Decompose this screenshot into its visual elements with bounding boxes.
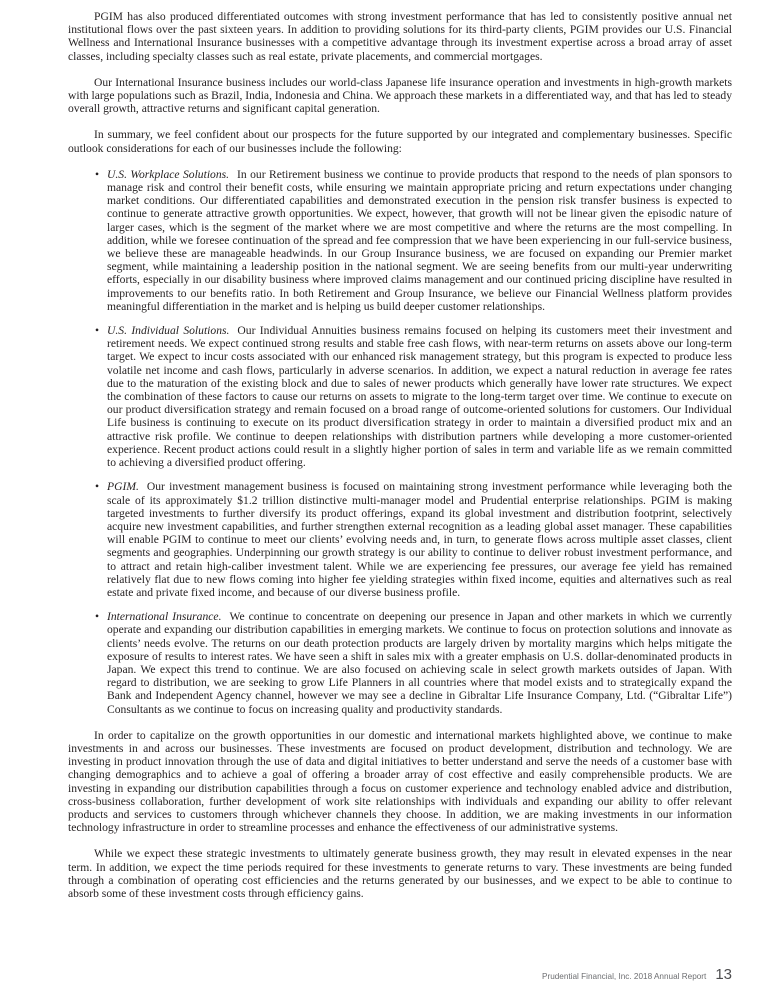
footer-report-title: Prudential Financial, Inc. 2018 Annual Report: [542, 972, 707, 981]
bullet-text: In our Retirement business we continue to provide products that respond to the needs of plan sponsors to manage risk and control their benefit costs, while ensuring we maintain appropriate pricing and return expectations under changing market conditions. Our differentiated capabilities and demonstrated execution in the pension risk transfer business is expected to continue to generate attractive growth opportunities. We expect, however, that growth will not be linear given the episodic nature of larger cases, which is the segment of the market where we are most competitive and where the returns are the most compelling. In addition, while we foresee continuation of the spread and fee compression that we have been experiencing in our full-service business, we believe these are manageable headwinds. In our Group Insurance business, we are focused on expanding our Premier market segment, while maintaining a leadership position in the national segment. We are seeing benefits from our multi-year underwriting efforts, especially in our disability business where improved claims management and our continued pricing discipline have resulted in improvements to our benefits ratio. In both Retirement and Group Insurance, we believe our Financial Wellness platform provides meaningful differentiation in the market and is helping us build deeper customer relationships.: [107, 167, 732, 313]
bullet-icon: •: [95, 324, 100, 338]
document-page: [68, 10, 732, 913]
bullet-international-insurance: [68, 610, 732, 716]
paragraph-international-insurance: Our International Insurance business includes our world-class Japanese life insurance operation and investments in high-growth markets with large populations such as Brazil, India, Indonesia and China. We approach these markets in a differentiated way, and that has led to steady overall growth, attractive returns and significant capital generation.: [68, 75, 732, 116]
paragraph-pgim-outcomes: PGIM has also produced differentiated outcomes with strong investment performance that has led to consistently positive annual net institutional flows over the past sixteen years. In addition to providing solutions for its third-party clients, PGIM provides our U.S. Financial Wellness and International Insurance businesses with a competitive advantage through its investment expertise across a broad array of asset classes, including specialty classes such as real estate, private placements, and commercial mortgages.: [68, 10, 732, 63]
bullet-heading: U.S. Workplace Solutions.: [107, 167, 230, 181]
bullet-icon: •: [95, 610, 100, 624]
bullet-text: Our Individual Annuities business remains focused on helping its customers meet their investment and retirement needs. We expect continued strong results and stable free cash flows, with near-term returns on assets above our long-term target. We expect to incur costs associated with our enhanced risk management strategy, but this program is expected to produce less volatile net income and cash flows, particularly in adverse scenarios. In addition, we expect a natural reduction in average fee rates due to the maturation of the existing block and due to sales of newer products which generally have lower rate structures. We expect the combination of these factors to cause our returns on assets to migrate to the long-term target over time. We continue to execute on our product diversification strategy and remain focused on a broad range of outcome-oriented solutions for customers. Our Individual Life business is continuing to execute on its product diversification strategy in order to maintain a diversified product mix and an attractive risk profile. We continue to deepen relationships with distribution partners while developing a more customer-oriented experience. Recent product actions could result in a slightly higher portion of sales in term and variable life as we remain committed to achieving a diversified product offering.: [107, 324, 732, 470]
outlook-bullet-list: [68, 168, 732, 716]
bullet-icon: •: [95, 480, 100, 494]
bullet-text: Our investment management business is focused on maintaining strong investment performance while leveraging both the scale of its approximately $1.2 trillion distinctive multi-manager model and Prudential enterprise relationships. PGIM is making targeted investments to further diversify its product offerings, expand its global investment and distribution footprint, selectively acquire new investment capabilities, and further strengthen external recognition as a leading global asset manager. These capabilities will enable PGIM to continue to meet our clients’ evolving needs and, in turn, to generate flows across multiple asset classes, client segments and geographies. Underpinning our growth strategy is our ability to continue to deliver robust investment performance, and to attract and retain high-caliber investment talent. While we are experiencing fee pressures, our average fee yield has remained relatively flat due to new flows coming into higher fee yielding strategies within fixed income, equities and alternatives such as real estate and private fixed income, and because of our diverse business profile.: [107, 480, 732, 599]
paragraph-summary: In summary, we feel confident about our prospects for the future supported by our integrated and complementary businesses. Specific outlook considerations for each of our businesses include the following:: [68, 128, 732, 155]
paragraph-strategic-investments: While we expect these strategic investments to ultimately generate business growth, they may result in elevated expenses in the near term. In addition, we expect the time periods required for these investments to generate returns to vary. These investments are being funded through a combination of operating cost efficiencies and the returns generated by our businesses, and we expect to be able to continue to absorb some of these investment costs through efficiency gains.: [68, 847, 732, 900]
bullet-pgim: [68, 480, 732, 599]
page-number: 13: [715, 966, 732, 983]
bullet-icon: •: [95, 167, 100, 181]
bullet-us-workplace-solutions: [68, 168, 732, 313]
bullet-heading: International Insurance.: [107, 610, 222, 624]
page-footer: [542, 966, 732, 983]
paragraph-investments: In order to capitalize on the growth opportunities in our domestic and international markets highlighted above, we continue to make investments in and across our businesses. These investments are focused on product development, distribution and technology. We are investing in product innovation through the use of data and digital initiatives to better understand and serve the needs of a customer base with changing demographics and to achieve a goal of offering a broader array of cost effective and easily comprehensible products. We are investing in expanding our distribution capabilities through a focus on customer experience and technology enabled advice and distribution, cross-business collaboration, further development of work site relationships with individuals and expanding our ability to offer relevant products and services to customers through whichever channels they choose. In addition, we are making investments in our information technology infrastructure in order to streamline processes and enhance the effectiveness of our administrative systems.: [68, 728, 732, 835]
bullet-heading: U.S. Individual Solutions.: [107, 324, 230, 338]
bullet-us-individual-solutions: [68, 324, 732, 469]
bullet-text: We continue to concentrate on deepening our presence in Japan and other markets in which we currently operate and expanding our distribution capabilities in emerging markets. We continue to focus on protection solutions and innovate as clients’ needs evolve. The returns on our death protection products are largely driven by mortality margins which helps mitigate the exposure of results to interest rates. We have seen a shift in sales mix with a greater emphasis on U.S. dollar-denominated products in Japan. We expect this trend to continue. We are also focused on achieving scale in select growth markets outsides of Japan. With regard to distribution, we are seeking to grow Life Planners in all countries where that model exists and to strategically expand the Bank and Independent Agency channel, however we may see a decline in Gibraltar Life Insurance Company, Ltd. (“Gibraltar Life”) Consultants as we continue to focus on increasing quality and productivity standards.: [107, 610, 733, 716]
bullet-heading: PGIM.: [107, 480, 139, 494]
